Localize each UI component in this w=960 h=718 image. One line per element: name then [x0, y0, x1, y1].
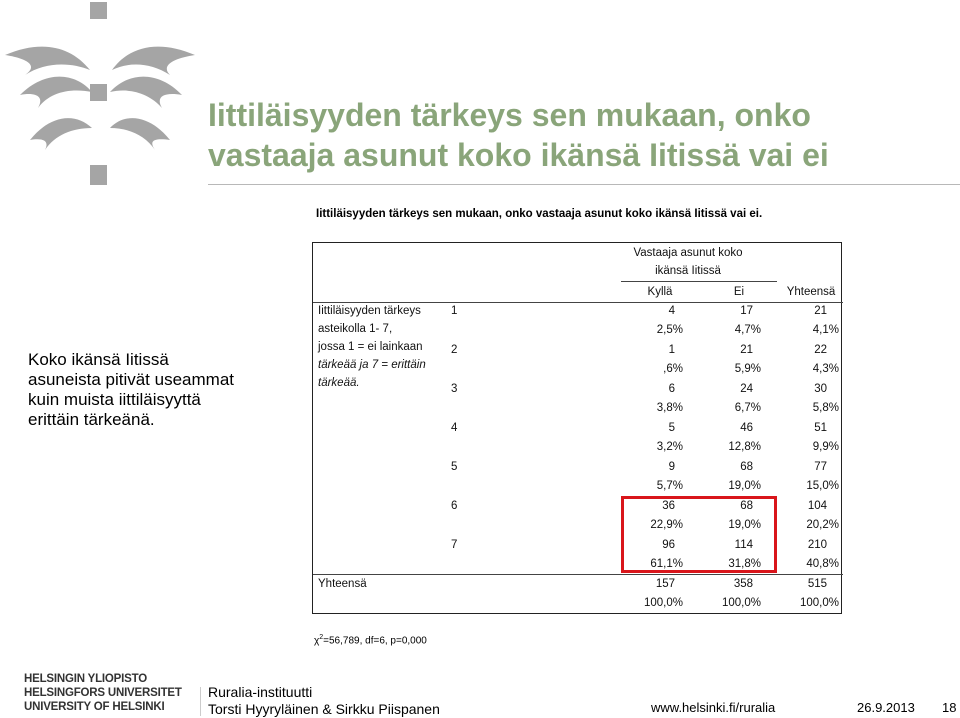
pct-yes-row-1: 2,5% [656, 324, 683, 336]
count-no-row-6: 68 [740, 500, 753, 512]
footer-authors: Torsti Hyyryläinen & Sirkku Piispanen [208, 701, 440, 717]
total-pct-no: 100,0% [721, 597, 761, 609]
pct-sum-row-7: 40,8% [806, 558, 839, 570]
pct-no-row-5: 19,0% [728, 480, 761, 492]
pct-yes-row-2: ,6% [663, 363, 683, 375]
count-sum-row-2: 22 [814, 344, 827, 356]
total-count-sum: 515 [807, 578, 827, 590]
total-pct-sum: 100,0% [799, 597, 839, 609]
total-pct-yes: 100,0% [643, 597, 683, 609]
table-caption: Iittiläisyyden tärkeys sen mukaan, onko vastaaja asunut koko ikänsä Iitissä vai ei. [316, 208, 763, 220]
slide-title-line-1: Iittiläisyyden tärkeys sen mukaan, onko [208, 97, 811, 133]
slide-title [208, 95, 948, 175]
total-count-no: 358 [733, 578, 753, 590]
pct-sum-row-5: 15,0% [806, 480, 839, 492]
count-yes-row-4: 5 [668, 422, 675, 434]
count-sum-row-7: 210 [807, 539, 827, 551]
group-header-line-1: Vastaaja asunut koko [633, 247, 743, 259]
university-name-fi: HELSINGIN YLIOPISTO [24, 673, 147, 685]
slide-title-line-2: vastaaja asunut koko ikänsä Iitissä vai ei [208, 137, 829, 173]
pct-sum-row-6: 20,2% [806, 519, 839, 531]
university-name-en: UNIVERSITY OF HELSINKI [24, 701, 165, 713]
total-row-label: Yhteensä [318, 578, 367, 590]
count-no-row-3: 24 [740, 383, 753, 395]
count-no-row-1: 17 [740, 305, 753, 317]
footer-date: 26.9.2013 [857, 700, 915, 715]
scale-value-7: 7 [451, 539, 458, 551]
pct-yes-row-5: 5,7% [656, 480, 683, 492]
chi-symbol: χ [314, 635, 320, 647]
total-count-yes: 157 [655, 578, 675, 590]
scale-value-4: 4 [451, 422, 458, 434]
pct-sum-row-2: 4,3% [812, 363, 839, 375]
count-no-row-5: 68 [740, 461, 753, 473]
footer-url: www.helsinki.fi/ruralia [651, 700, 776, 715]
total-rule [313, 574, 843, 575]
side-note-line-4: erittäin tärkeänä. [28, 410, 155, 429]
scale-value-5: 5 [451, 461, 458, 473]
side-note-line-1: Koko ikänsä Iitissä [28, 350, 169, 369]
count-sum-row-5: 77 [814, 461, 827, 473]
count-yes-row-2: 1 [668, 344, 675, 356]
col-header-total: Yhteensä [786, 286, 836, 298]
scale-value-2: 2 [451, 344, 458, 356]
row-label-line-2: asteikolla 1- 7, [318, 323, 393, 335]
count-yes-row-3: 6 [668, 383, 675, 395]
side-note-line-2: asuneista pitivät useammat [28, 370, 234, 389]
pct-no-row-1: 4,7% [734, 324, 761, 336]
count-sum-row-1: 21 [814, 305, 827, 317]
header-bottom-rule [313, 302, 843, 303]
col-header-no: Ei [733, 286, 745, 298]
title-divider [208, 184, 960, 185]
side-note-line-3: kuin muista iittiläisyyttä [28, 390, 201, 409]
footer-divider [200, 687, 201, 716]
pct-sum-row-1: 4,1% [812, 324, 839, 336]
pct-no-row-4: 12,8% [728, 441, 761, 453]
count-yes-row-7: 96 [662, 539, 675, 551]
university-flame-logo [0, 0, 200, 190]
pct-no-row-6: 19,0% [728, 519, 761, 531]
university-wordmark [24, 672, 199, 714]
chi-text: =56,789, df=6, p=0,000 [323, 635, 427, 647]
pct-sum-row-4: 9,9% [812, 441, 839, 453]
pct-sum-row-3: 5,8% [812, 402, 839, 414]
row-label-line-4: tärkeää ja 7 = erittäin [318, 359, 426, 371]
row-label-line-3: jossa 1 = ei lainkaan [318, 341, 423, 353]
col-header-yes: Kyllä [647, 286, 673, 298]
row-label-line-1: Iittiläisyyden tärkeys [318, 305, 421, 317]
row-label-line-5: tärkeää. [318, 377, 360, 389]
count-yes-row-6: 36 [662, 500, 675, 512]
count-sum-row-3: 30 [814, 383, 827, 395]
group-header-line-2: ikänsä Iitissä [655, 265, 721, 277]
pct-yes-row-7: 61,1% [650, 558, 683, 570]
pct-yes-row-3: 3,8% [656, 402, 683, 414]
pct-yes-row-6: 22,9% [650, 519, 683, 531]
header-rule [621, 281, 777, 282]
highlight-box [621, 496, 777, 573]
pct-no-row-7: 31,8% [728, 558, 761, 570]
count-yes-row-1: 4 [668, 305, 675, 317]
count-no-row-2: 21 [740, 344, 753, 356]
scale-value-3: 3 [451, 383, 458, 395]
count-no-row-7: 114 [734, 539, 753, 551]
pct-no-row-2: 5,9% [734, 363, 761, 375]
pct-yes-row-4: 3,2% [656, 441, 683, 453]
count-no-row-4: 46 [740, 422, 753, 434]
scale-value-6: 6 [451, 500, 458, 512]
pct-no-row-3: 6,7% [734, 402, 761, 414]
scale-value-1: 1 [451, 305, 458, 317]
footer-institute: Ruralia-instituutti [208, 684, 313, 700]
university-name-sv: HELSINGFORS UNIVERSITET [24, 687, 182, 699]
count-yes-row-5: 9 [668, 461, 675, 473]
count-sum-row-4: 51 [814, 422, 827, 434]
side-note [28, 350, 278, 430]
chi-square-result [314, 634, 427, 646]
count-sum-row-6: 104 [807, 500, 827, 512]
page-number: 18 [942, 700, 957, 715]
chi-exponent: 2 [319, 634, 324, 641]
footer-institute-block [208, 684, 440, 718]
